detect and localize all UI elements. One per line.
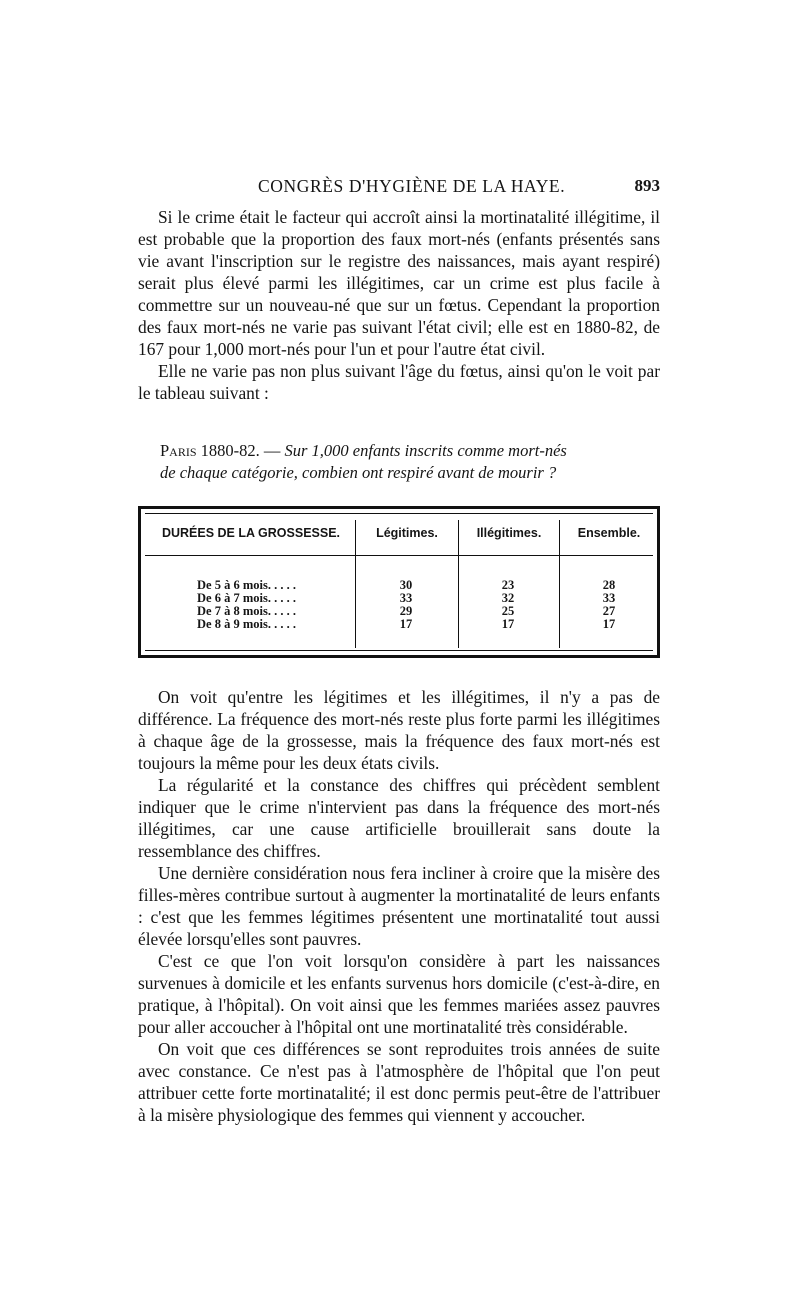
intro-paragraph: Si le crime était le facteur qui accroît ainsi la mortinatalité illégitime, il est probable que la proportion des faux mort-nés (enfants présentés sans vie avant l'inscription sur le registre des naissances, mais ayant respiré) serait plus élevé parmi les illégitimes, car un crime est plus facile à commettre sur un nouveau-né que sur un fœtus. Cependant la proportion des faux mort-nés ne varie pas suivant l'état civil; elle est en 1880-82, de 167 pour 1,000 mort-nés pour l'un et pour l'autre état civil. <box>138 207 660 359</box>
table-body <box>141 579 657 631</box>
row-label: De 5 à 6 mois. . . . . <box>197 578 296 592</box>
body-paragraph: La régularité et la constance des chiffres qui précèdent semblent indiquer que le crime n'intervient pas dans la fréquence des mort-nés illégitimes, car une cause artificielle brouillerait sans doute la ressemblance des chiffres. <box>138 775 660 861</box>
header-rule <box>145 555 653 556</box>
row-label: De 8 à 9 mois. . . . . <box>197 617 296 631</box>
header-illegitimes: Illégitimes. <box>476 526 542 540</box>
cell-ensemble: 28 <box>602 578 616 592</box>
document-page <box>138 176 660 1126</box>
cell-ensemble: 27 <box>602 604 616 618</box>
table-top-rule <box>145 513 653 514</box>
intro-paragraph: Elle ne varie pas non plus suivant l'âge du fœtus, ainsi qu'on le voit par le tableau suivant : <box>138 361 660 403</box>
cell-legitimes: 30 <box>399 578 413 592</box>
running-title: CONGRÈS D'HYGIÈNE DE LA HAYE. <box>258 176 566 196</box>
caption-place: Paris 1880-82. — <box>160 441 281 460</box>
page-number: 893 <box>634 176 660 195</box>
running-header <box>138 176 660 206</box>
table-bottom-rule <box>145 650 653 651</box>
header-duree: DURÉES DE LA GROSSESSE. <box>161 526 341 540</box>
cell-illegitimes: 23 <box>501 578 515 592</box>
cell-legitimes: 17 <box>399 617 413 631</box>
body-paragraph: On voit qu'entre les légitimes et les illégitimes, il n'y a pas de différence. La fréquence des mort-nés reste plus forte parmi les illégitimes à chaque âge de la grossesse, mais la fréquence des faux mort-nés est toujours la même pour les deux états civils. <box>138 687 660 773</box>
body-paragraph: Une dernière considération nous fera incliner à croire que la misère des filles-mères contribue surtout à augmenter la mortinatalité de leurs enfants : c'est que les femmes légitimes présentent une mortinatalité tout aussi élevée lorsqu'elles sont pauvres. <box>138 863 660 949</box>
cell-illegitimes: 17 <box>501 617 515 631</box>
cell-legitimes: 29 <box>399 604 413 618</box>
body-text <box>138 686 660 1126</box>
body-paragraph: On voit que ces différences se sont reproduites trois années de suite avec constance. Ce n'est pas à l'atmosphère de l'hôpital que l'on peut attribuer cette forte mortinatalité; il est donc permis peut-être de l'attribuer à la misère physiologique des femmes qui viennent y accoucher. <box>138 1039 660 1125</box>
data-table <box>138 506 660 658</box>
header-legitimes: Légitimes. <box>376 526 438 540</box>
cell-legitimes: 33 <box>399 591 413 605</box>
cell-illegitimes: 32 <box>501 591 515 605</box>
cell-ensemble: 33 <box>602 591 616 605</box>
header-ensemble: Ensemble. <box>577 526 641 540</box>
table-row <box>141 618 657 631</box>
caption-line2: de chaque catégorie, combien ont respiré avant de mourir ? <box>160 463 557 482</box>
caption-line1: Sur 1,000 enfants inscrits comme mort-nés <box>284 441 567 460</box>
body-paragraph: C'est ce que l'on voit lorsqu'on considère à part les naissances survenues à domicile et les enfants survenus hors domicile (c'est-à-dire, en pratique, à l'hôpital). On voit ainsi que les femmes mariées assez pauvres pour aller accoucher à l'hôpital ont une mortinatalité très considérable. <box>138 951 660 1037</box>
row-label: De 6 à 7 mois. . . . . <box>197 591 296 605</box>
row-label: De 7 à 8 mois. . . . . <box>197 604 296 618</box>
cell-ensemble: 17 <box>602 617 616 631</box>
table-caption <box>160 440 660 484</box>
cell-illegitimes: 25 <box>501 604 515 618</box>
